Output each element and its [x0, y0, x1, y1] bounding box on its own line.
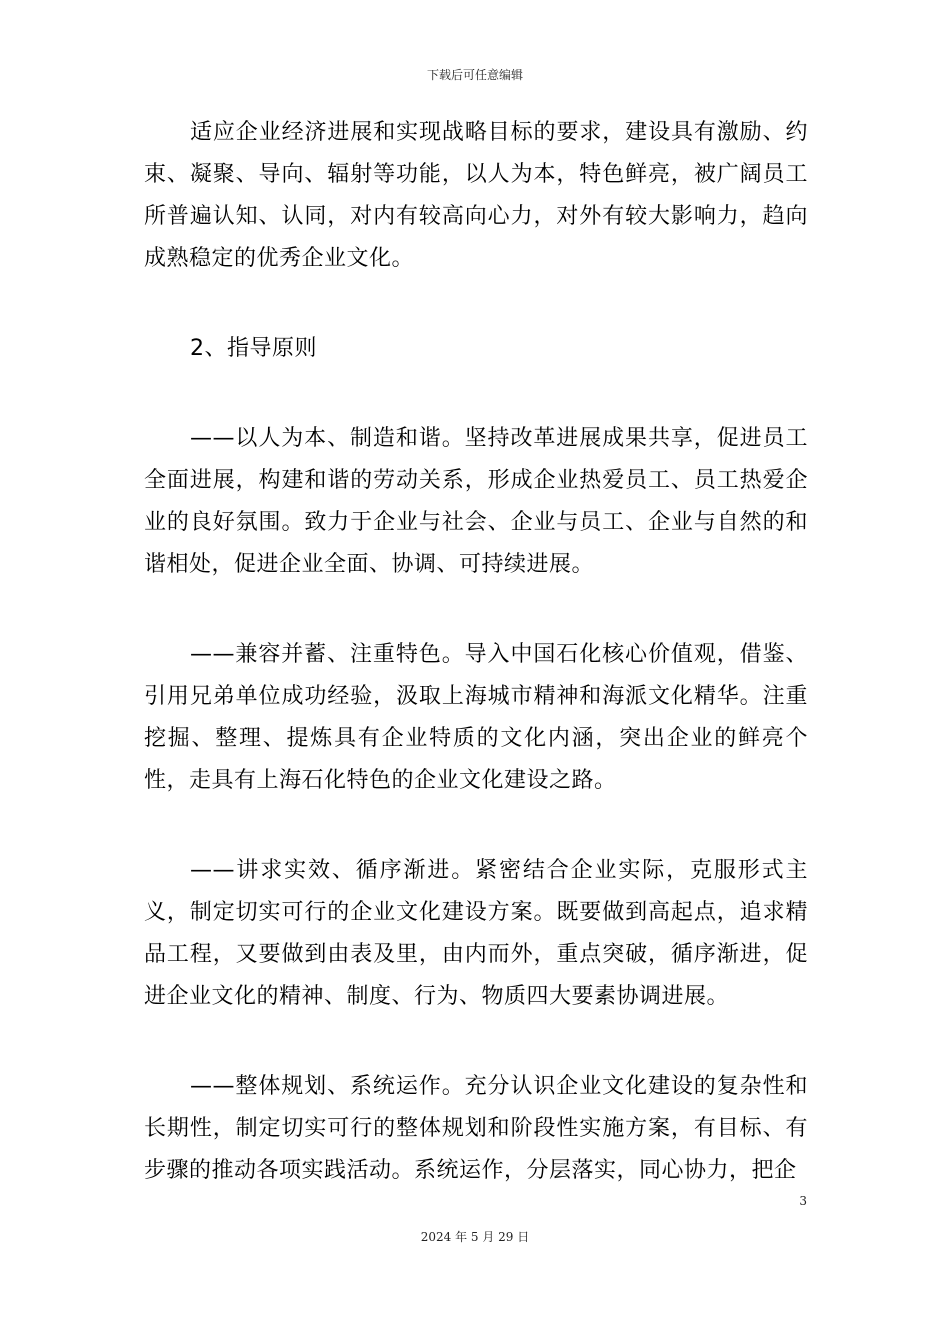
paragraph-principle-3: ——讲求实效、循序渐进。紧密结合企业实际，克服形式主义，制定切实可行的企业文化建设方案。既要做到高起点，追求精品工程，又要做到由表及里，由内而外，重点突破，循序渐进，促进企业文化的精神、制度、行为、物质四大要素协调进展。 — [144, 858, 808, 1009]
paragraph-principle-2: ——兼容并蓄、注重特色。导入中国石化核心价值观，借鉴、引用兄弟单位成功经验，汲取上海城市精神和海派文化精华。注重挖掘、整理、提炼具有企业特质的文化内涵，突出企业的鲜亮个性，走具有上海石化特色的企业文化建设之路。 — [144, 642, 808, 793]
paragraph-principle-1: ——以人为本、制造和谐。坚持改革进展成果共享，促进员工全面进展，构建和谐的劳动关系，形成企业热爱员工、员工热爱企业的良好氛围。致力于企业与社会、企业与员工、企业与自然的和谐相处，促进企业全面、协调、可持续进展。 — [144, 426, 808, 577]
header-note: 下载后可任意编辑 — [426, 68, 523, 82]
page-number: 3 — [799, 1194, 807, 1208]
paragraph-goal: 适应企业经济进展和实现战略目标的要求，建设具有激励、约束、凝聚、导向、辐射等功能，以人为本，特色鲜亮，被广阔员工所普遍认知、认同，对内有较高向心力，对外有较大影响力，趋向成熟稳定的优秀企业文化。 — [144, 120, 808, 271]
footer-date: 2024 年 5 月 29 日 — [420, 1230, 530, 1244]
paragraph-principle-4: ——整体规划、系统运作。充分认识企业文化建设的复杂性和长期性，制定切实可行的整体规划和阶段性实施方案，有目标、有步骤的推动各项实践活动。系统运作，分层落实，同心协力，把企 — [144, 1074, 808, 1183]
document-body — [144, 112, 808, 1240]
section-heading: 2、指导原则 — [190, 336, 317, 361]
